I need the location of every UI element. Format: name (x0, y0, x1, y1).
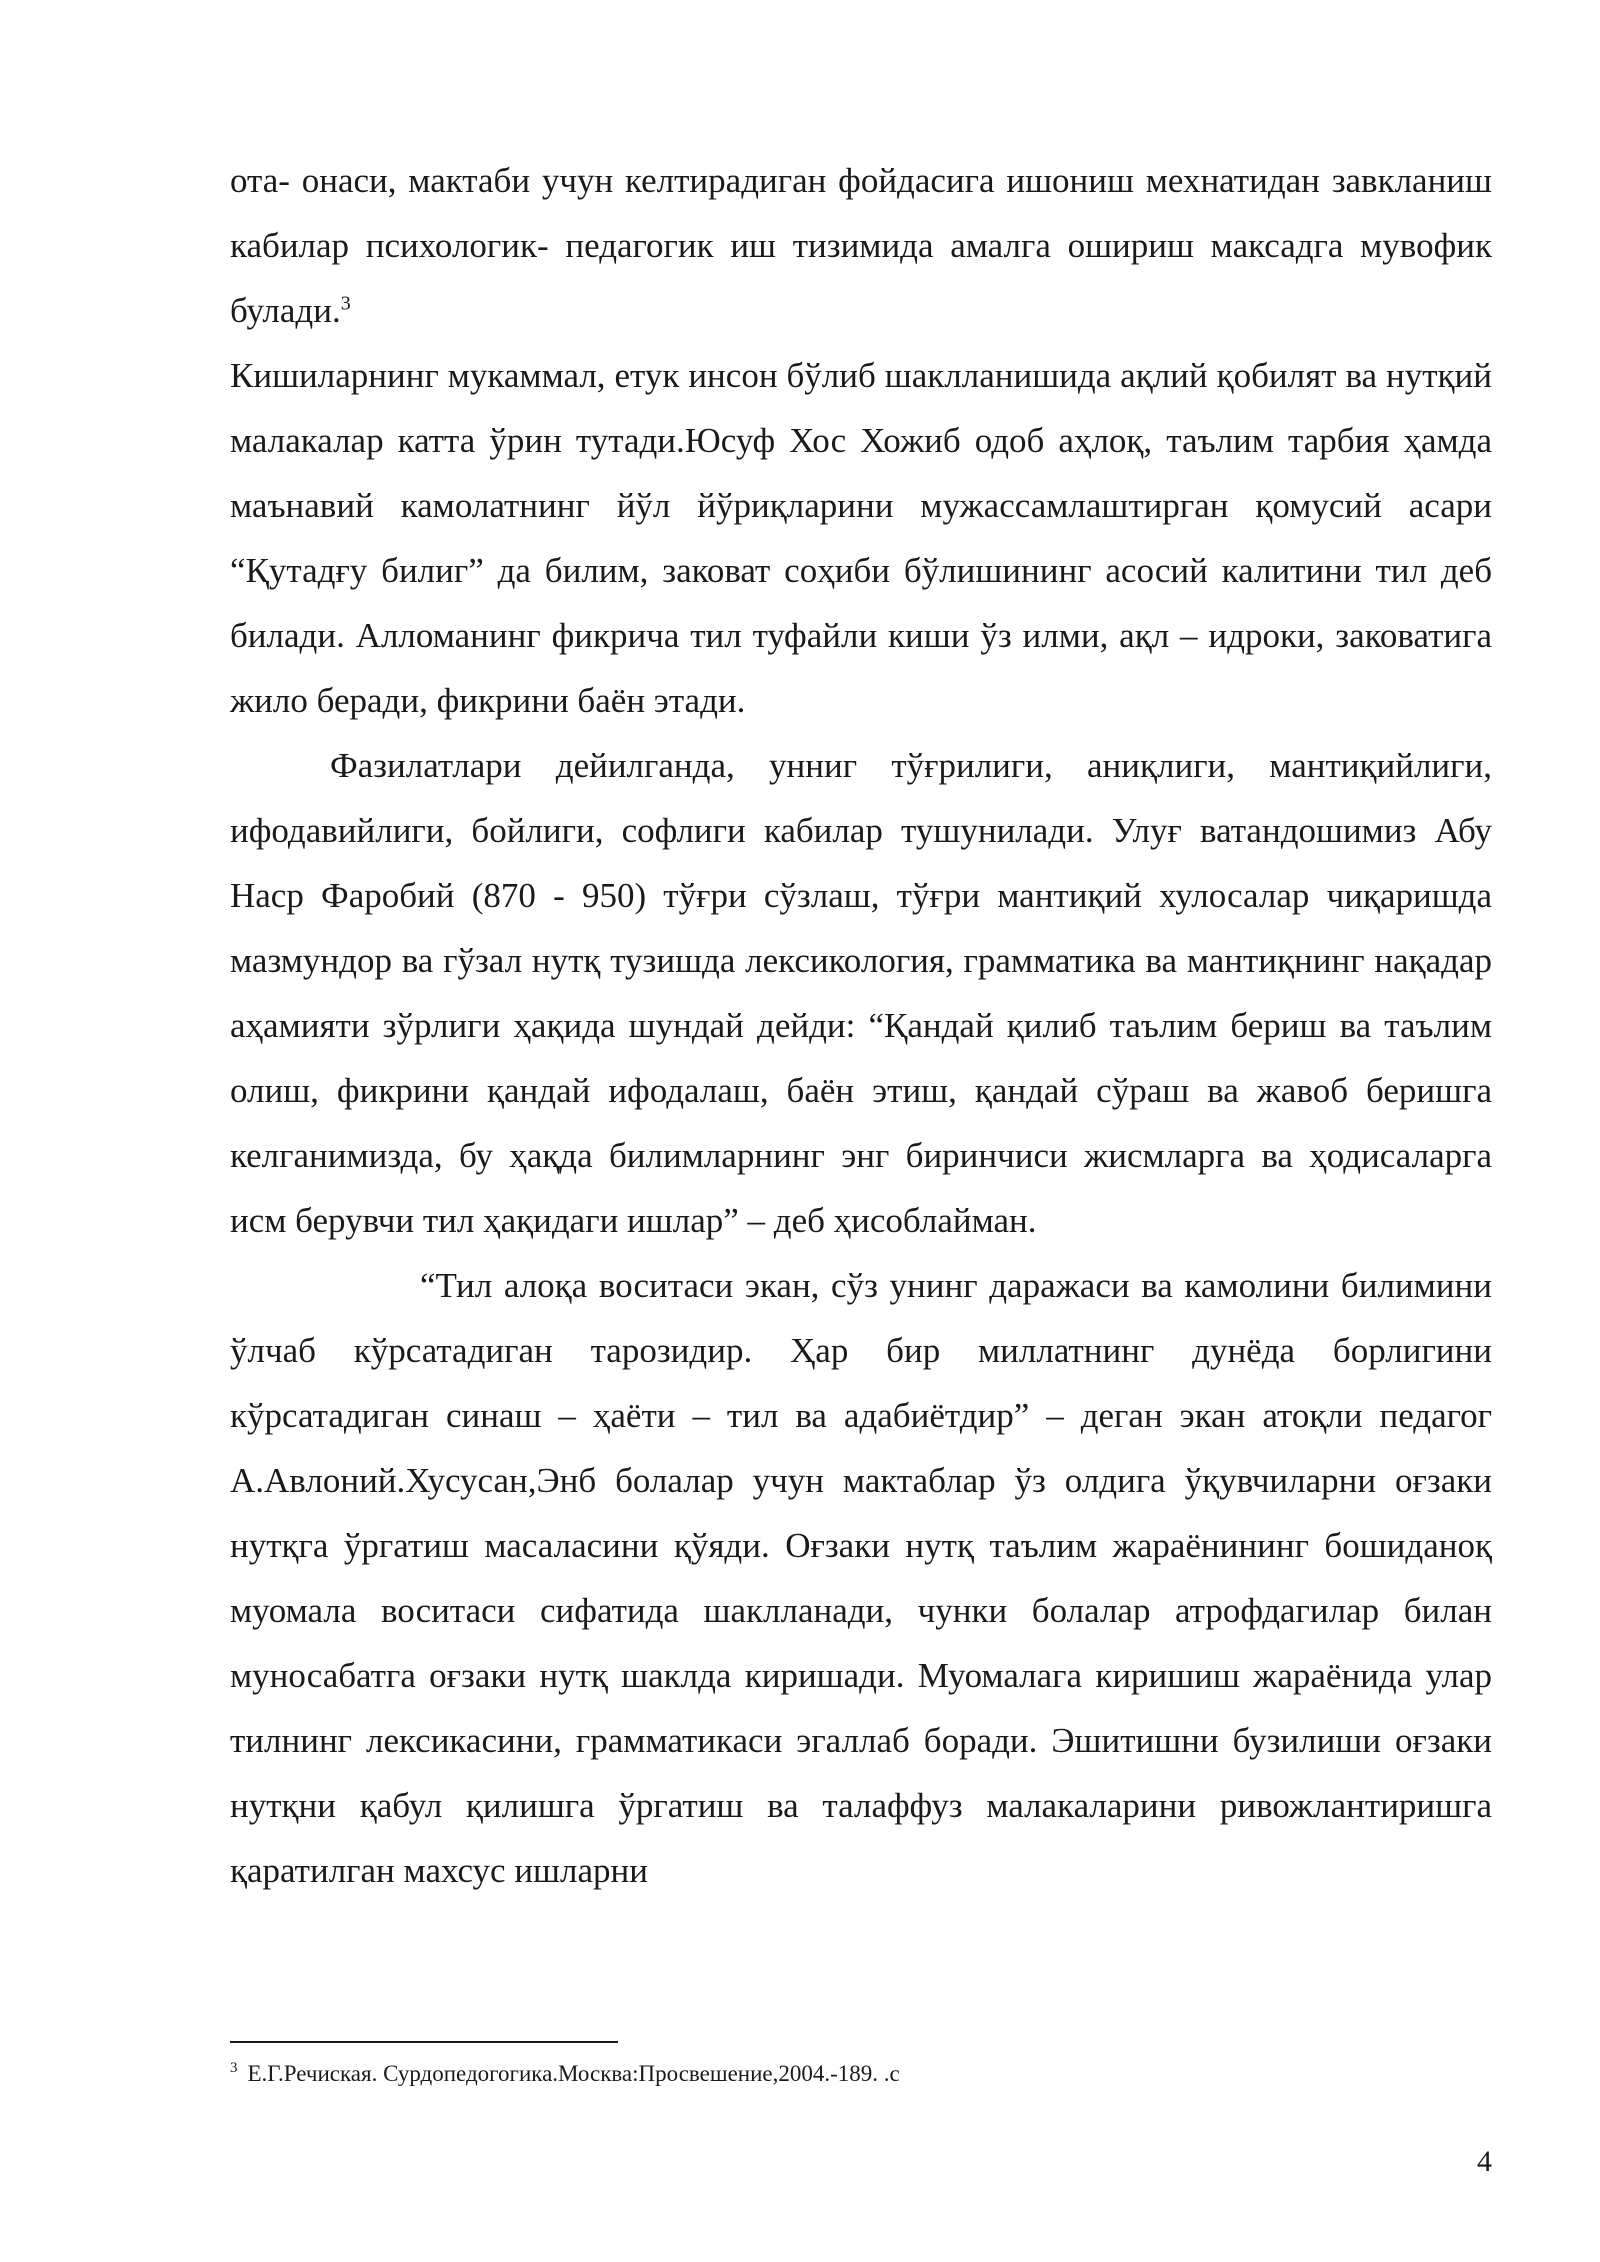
paragraph-4: “Тил алоқа воситаси экан, сўз унинг даражаси ва камолини билимини ўлчаб кўрсатадиган тарозидир. Ҳар бир миллатнинг дунёда борлигини кўрсатадиган синаш – ҳаёти – тил ва адабиётдир” – деган экан атоқли педагог А.Авлоний.Хусусан,Энб болалар учун мактаблар ўз олдига ўқувчиларни оғзаки нутқга ўргатиш масаласини қўяди. Оғзаки нутқ таълим жараёнининг бошиданоқ муомала воситаси сифатида шаклланади, чунки болалар атрофдагилар билан муносабатга оғзаки нутқ шаклда киришади. Муомалага киришиш жараёнида улар тилнинг лексикасини, грамматикаси эгаллаб боради. Эшитишни бузилиши оғзаки нутқни қабул қилишга ўргатиш ва талаффуз малакаларини ривожлантиришга қаратилган махсус ишларни (230, 1266, 1492, 1890)
footnote (230, 2058, 1492, 2090)
paragraph-1 (230, 148, 1492, 343)
footnote-reference[interactable]: 3 (340, 292, 351, 315)
document-body (230, 148, 1492, 1903)
paragraph-3: Фазилатлари дейилганда, унниг тўғрилиги, аниқлиги, мантиқийлиги, ифодавийлиги, бойлиги, софлиги кабилар тушунилади. Улуғ ватандошимиз Абу Наср Фаробий (870 - 950) тўғри сўзлаш, тўғри мантиқий хулосалар чиқаришда мазмундор ва гўзал нутқ тузишда лексикология, грамматика ва мантиқнинг нақадар аҳамияти зўрлиги ҳақида шундай дейди: “Қандай қилиб таълим бериш ва таълим олиш, фикрини қандай ифодалаш, баён этиш, қандай сўраш ва жавоб беришга келганимизда, бу ҳақда билимларнинг энг биринчиси жисмларга ва ҳодисаларга исм берувчи тил ҳақидаги ишлар” – деб ҳисоблайман. (230, 746, 1492, 1240)
footnote-text: Е.Г.Речиская. Сурдопедогогика.Москва:Просвешение,2004.-189. .с (247, 2061, 900, 2086)
paragraph-1-text: ота- онаси, мактаби учун келтирадиган фойдасига ишониш мехнатидан завкланиш кабилар психологик- педагогик иш тизимида амалга ошириш максадга мувофик булади. (230, 161, 1492, 330)
footnote-separator (230, 2041, 618, 2043)
footnote-number: 3 (230, 2060, 238, 2077)
paragraph-2: Кишиларнинг мукаммал, етук инсон бўлиб шаклланишида ақлий қобилят ва нутқий малакалар катта ўрин тутади.Юсуф Хос Хожиб одоб аҳлоқ, таълим тарбия ҳамда маънавий камолатнинг йўл йўриқларини мужассамлаштирган қомусий асари “Қутадғу билиг” да билим, заковат соҳиби бўлишининг асосий калитини тил деб билади. Алломанинг фикрича тил туфайли киши ўз илми, ақл – идроки, заковатига жило беради, фикрини баён этади. (230, 356, 1492, 720)
page-number: 4 (1477, 2145, 1492, 2178)
